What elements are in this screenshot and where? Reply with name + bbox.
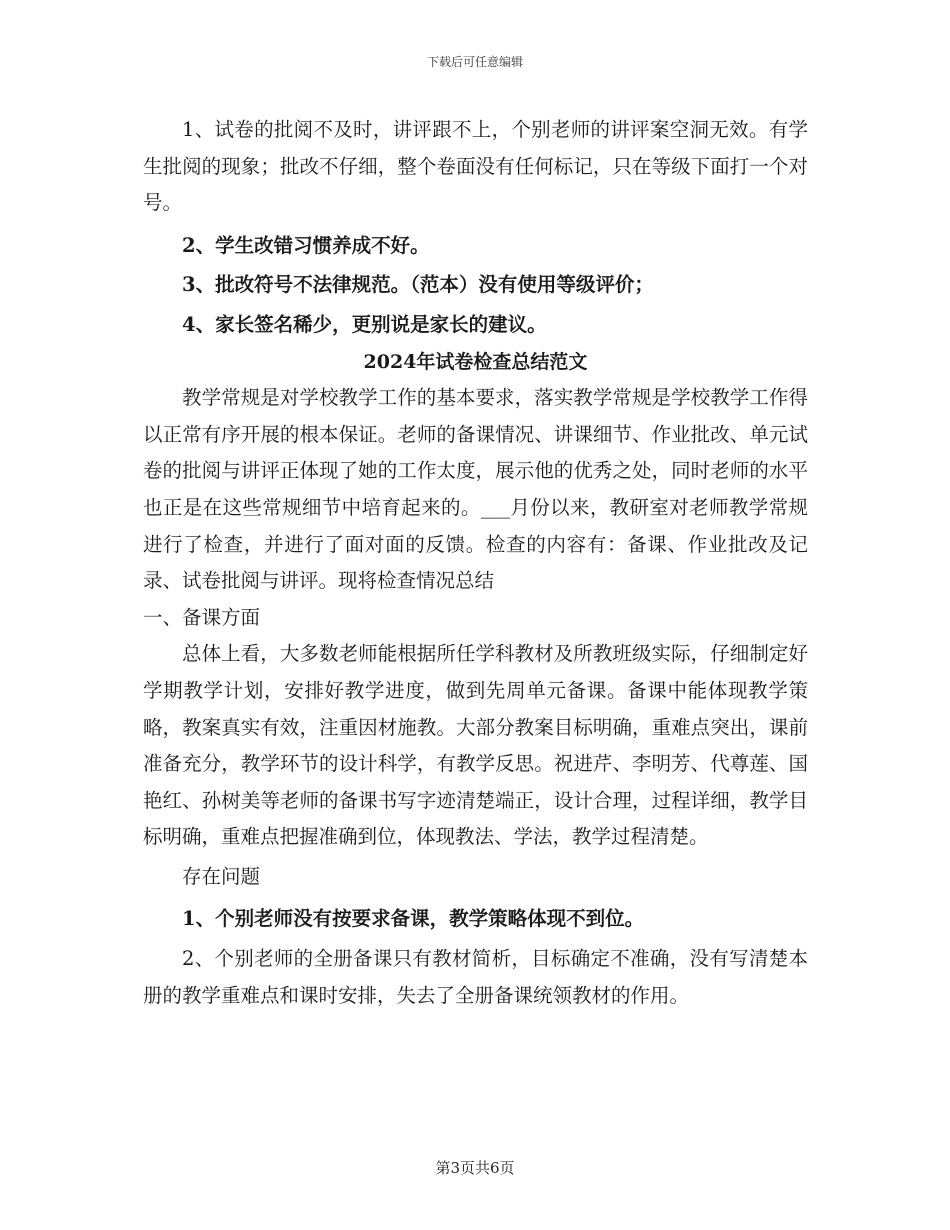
section-heading-lesson-prep: 一、备课方面 — [143, 605, 261, 629]
paragraph-problem-1: 1、个别老师没有按要求备课，教学策略体现不到位。 — [182, 907, 645, 931]
section-title: 2024年试卷检查总结范文 — [363, 350, 588, 373]
paragraph-intro: 教学常规是对学校教学工作的基本要求，落实教学常规是学校教学工作得以正常有序开展的根本保证。老师的备课情况、讲课细节、作业批改、单元试卷的批阅与讲评正体现了她的工作太度，展示他的优秀之处，同时老师的水平也正是在这些常规细节中培育起来的。___月份以来，教研室对老师教学常规进行了检查，并进行了面对面的反馈。检查的内容有：备课、作业批改及记录、试卷批阅与讲评。现将检查情况总结 — [143, 386, 808, 593]
paragraph-problem-2: 2、个别老师的全册备课只有教材简析，目标确定不准确，没有写清楚本册的教学重难点和课时安排，失去了全册备课统领教材的作用。 — [143, 947, 808, 1007]
paragraph-issue-3: 3、批改符号不法律规范。（范本）没有使用等级评价； — [182, 273, 654, 297]
paragraph-issue-2: 2、学生改错习惯养成不好。 — [182, 233, 430, 257]
document-body — [143, 112, 808, 1014]
paragraph-issue-4: 4、家长签名稀少，更别说是家长的建议。 — [182, 312, 547, 336]
paragraph-lesson-prep: 总体上看，大多数老师能根据所任学科教材及所教班级实际，仔细制定好学期教学计划，安排好教学进度，做到先周单元备课。备课中能体现教学策略，教案真实有效，注重因材施教。大部分教案目标明确，重难点突出，课前准备充分，教学环节的设计科学，有教学反思。祝进芹、李明芳、代尊莲、国艳红、孙树美等老师的备课书写字迹清楚端正，设计合理，过程详细，教学目标明确，重难点把握准确到位，体现教法、学法，教学过程清楚。 — [143, 642, 808, 849]
paragraph-issue-1: 1、试卷的批阅不及时，讲评跟不上，个别老师的讲评案空洞无效。有学生批阅的现象；批改不仔细，整个卷面没有任何标记，只在等级下面打一个对号。 — [143, 118, 808, 215]
page-header-note: 下载后可任意编辑 — [426, 55, 523, 69]
heading-existing-problems: 存在问题 — [182, 864, 261, 888]
page-number: 第3页共6页 — [435, 1159, 515, 1177]
